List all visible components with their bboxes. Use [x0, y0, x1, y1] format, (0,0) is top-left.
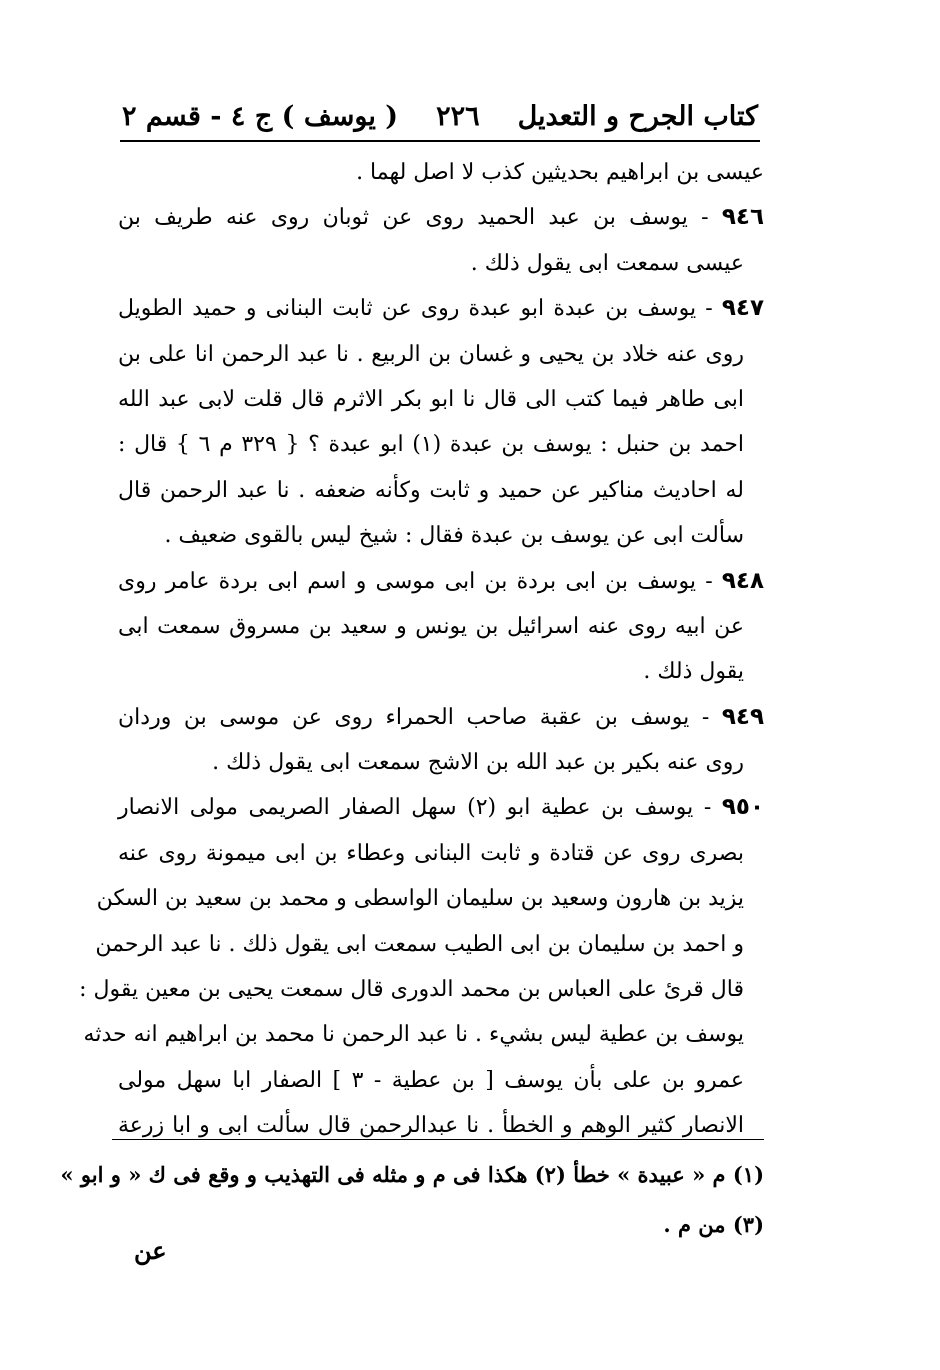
text-line: [118, 150, 764, 195]
text-line: [118, 649, 764, 694]
line-text: بصرى روى عن قتادة و ثابت البنانى وعطاء بن ابى ميمونة روى عنه: [118, 840, 744, 866]
line-text: و احمد بن سليمان بن ابى الطيب سمعت ابى يقول ذلك . نا عبد الرحمن: [95, 931, 744, 957]
line-text: الانصار كثير الوهم و الخطأ . نا عبدالرحمن قال سألت ابى و ابا زرعة: [118, 1113, 744, 1139]
footnotes: [60, 1150, 764, 1250]
text-line: [118, 377, 764, 422]
header-rule: [120, 140, 760, 142]
text-line: [96, 876, 764, 921]
line-text: عمرو بن على بأن يوسف [ بن عطية - ٣ ] الصفار ابا سهل مولى: [118, 1067, 744, 1093]
running-header: [122, 88, 758, 132]
text-line: [118, 422, 764, 467]
text-line: [118, 195, 764, 240]
text-line: [118, 513, 764, 558]
page-number: ٢٢٦: [436, 101, 480, 132]
text-line: [79, 967, 764, 1012]
text-line: [118, 1058, 764, 1103]
line-text: احمد بن حنبل : يوسف بن عبدة (١) ابو عبدة ؟ { ٣٢٩ م ٦ } قال :: [118, 432, 745, 458]
text-line: [118, 604, 764, 649]
line-text: - يوسف بن عبد الحميد روى عن ثوبان روى عنه طريف بن: [118, 205, 722, 231]
line-text: - يوسف بن عطية ابو (٢) سهل الصفار الصريمى مولى الانصار: [118, 795, 722, 821]
line-text: - يوسف بن عقبة صاحب الحمراء روى عن موسى بن وردان: [118, 704, 722, 730]
text-line: [118, 785, 764, 830]
entry-number: ٩٤٩: [721, 703, 764, 730]
line-text: ابى طاهر فيما كتب الى قال نا ابو بكر الاثرم قال قلت لابى عبد الله: [118, 386, 744, 412]
book-title: كتاب الجرح و التعديل: [517, 101, 758, 132]
line-text: عيسى بن ابراهيم بحديثين كذب لا اصل لهما .: [356, 160, 764, 185]
text-line: [118, 468, 764, 513]
text-line: [118, 1103, 764, 1148]
text-line: [118, 332, 764, 377]
text-line: [118, 286, 764, 331]
line-text: - يوسف بن عبدة ابو عبدة روى عن ثابت البنانى و حميد الطويل: [118, 296, 722, 322]
line-text: سألت ابى عن يوسف بن عبدة فقال : شيخ ليس بالقوى ضعيف .: [164, 523, 744, 549]
text-line: [83, 1012, 764, 1057]
line-text: يوسف بن عطية ليس بشيء . نا عبد الرحمن نا محمد بن ابراهيم انه حدثه: [83, 1022, 744, 1048]
footnote: (٣) من م .: [663, 1212, 764, 1237]
text-line: [95, 922, 764, 967]
line-text: عيسى سمعت ابى يقول ذلك .: [470, 250, 744, 276]
entry-number: ٩٤٨: [721, 567, 764, 594]
line-text: روى عنه بكير بن عبد الله بن الاشج سمعت ابى يقول ذلك .: [212, 750, 744, 776]
entry-number: ٩٤٦: [721, 204, 764, 231]
text-line: [118, 740, 764, 785]
line-text: له احاديث مناكير عن حميد و ثابت وكأنه ضعفه . نا عبد الرحمن قال: [118, 477, 744, 503]
catchword: عن: [134, 1236, 167, 1265]
line-text: - يوسف بن ابى بردة بن ابى موسى و اسم ابى بردة عامر روى: [118, 568, 722, 594]
footnote: (١) م « عبيدة » خطأ (٢) هكذا فى م و مثله فى التهذيب و وقع فى ك « و ابو »: [60, 1162, 764, 1187]
line-text: يزيد بن هارون وسعيد بن سليمان الواسطى و محمد بن سعيد بن السكن: [96, 886, 744, 912]
text-line: [118, 241, 764, 286]
line-text: روى عنه خلاد بن يحيى و غسان بن الربيع . نا عبد الرحمن انا على بن: [118, 341, 744, 367]
entry-number: ٩٤٧: [721, 295, 764, 322]
entry-number: ٩٥٠: [721, 794, 765, 821]
text-line: [118, 831, 764, 876]
main-text: [79, 150, 765, 1149]
section-label: ( يوسف ) ج ٤ - قسم ٢: [122, 101, 399, 132]
line-text: قال قرئ على العباس بن محمد الدورى قال سمعت يحيى بن معين يقول :: [79, 977, 744, 1003]
line-text: عن ابيه روى عنه اسرائيل بن يونس و سعيد بن مسروق سمعت ابى: [118, 613, 744, 639]
line-text: يقول ذلك .: [643, 659, 744, 685]
text-line: [118, 695, 764, 740]
footnote-rule: [112, 1139, 764, 1140]
text-line: [118, 559, 764, 604]
